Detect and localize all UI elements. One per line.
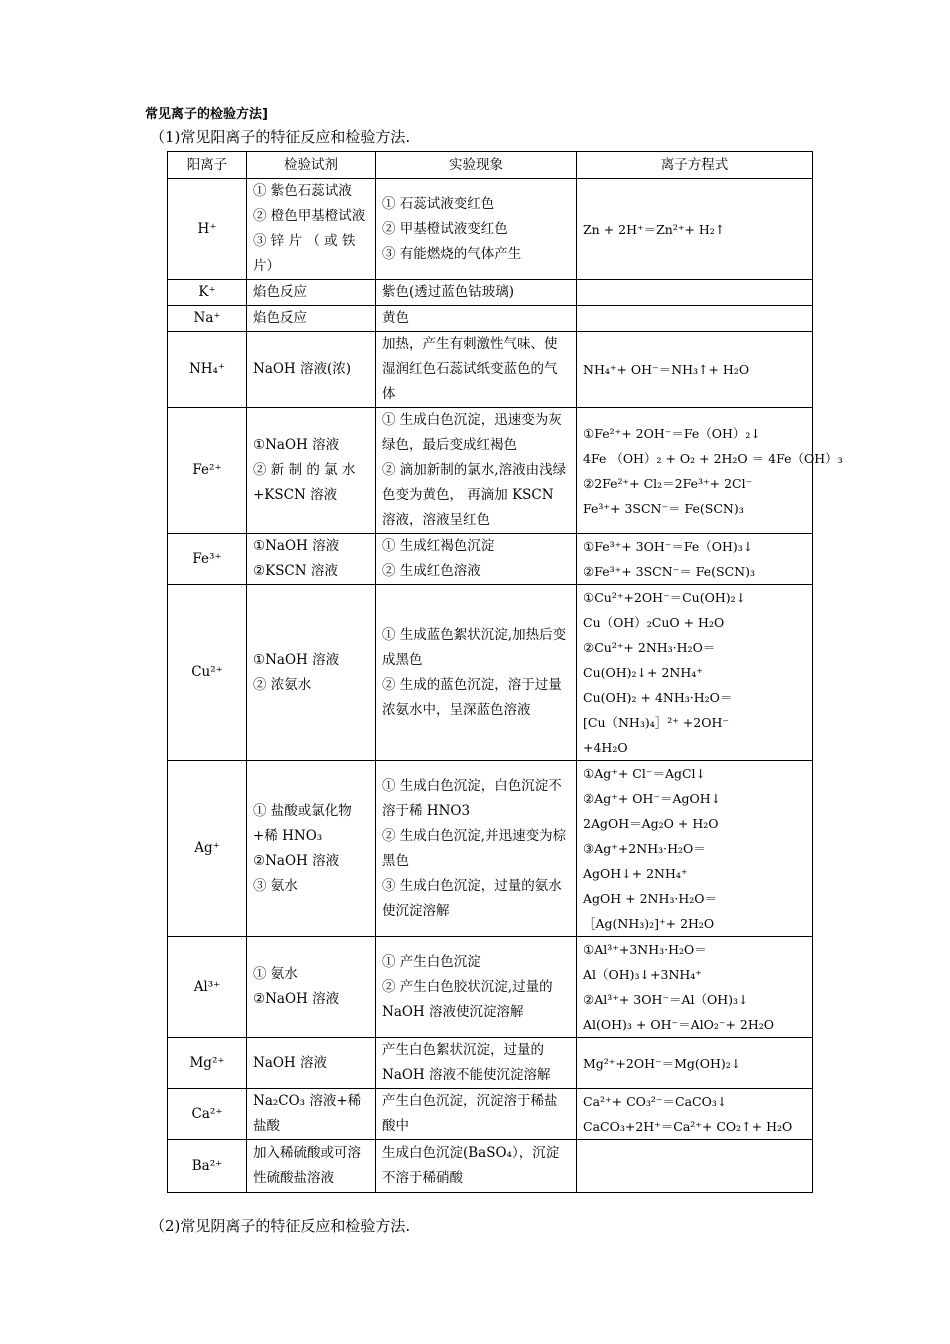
phenomenon-line: ① 产生白色沉淀 — [382, 953, 481, 970]
reagent-line: ②NaOH 溶液 — [253, 991, 340, 1007]
table-row — [168, 306, 813, 332]
phenomenon-cell — [376, 332, 577, 408]
equation-line: Mg²⁺+2OH⁻＝Mg(OH)₂↓ — [583, 1055, 742, 1071]
equation-cell — [577, 332, 813, 408]
cation-cell: Ba²⁺ — [168, 1140, 247, 1193]
reagent-line: ② 新 制 的 氯 水 +KSCN 溶液 — [253, 462, 356, 503]
equation-line: ②Ag⁺+ OH⁻＝AgOH↓ — [583, 791, 722, 806]
equation-line: Fe³⁺+ 3SCN⁻＝ Fe(SCN)₃ — [583, 500, 744, 516]
phenomenon-cell — [376, 408, 577, 534]
reagent-line: ②KSCN 溶液 — [253, 563, 338, 579]
phenomenon-line: ① 生成红褐色沉淀 — [382, 538, 495, 554]
equation-line: 2AgOH＝Ag₂O + H₂O — [583, 816, 719, 831]
phenomenon-line: ① 生成蓝色絮状沉淀,加热后变成黑色 — [382, 626, 567, 668]
equation-line: Ca²⁺+ CO₃²⁻＝CaCO₃↓ — [583, 1094, 728, 1109]
equation-cell — [577, 1089, 813, 1140]
phenomenon-line: 产生白色沉淀，沉淀溶于稀盐酸中 — [382, 1093, 558, 1134]
equation-line: ②Fe³⁺+ 3SCN⁻＝ Fe(SCN)₃ — [583, 564, 755, 579]
equation-line: Cu(OH)₂ + 4NH₃·H₂O＝ — [583, 690, 733, 705]
table-row — [168, 1089, 813, 1140]
phenomenon-line: ① 生成白色沉淀，白色沉淀不溶于稀 HNO3 — [382, 777, 562, 819]
reagent-cell — [247, 1038, 376, 1089]
reagent-cell — [247, 1140, 376, 1193]
equation-line: +4H₂O — [583, 740, 628, 755]
cation-cell: H⁺ — [168, 179, 247, 280]
equation-line: CaCO₃+2H⁺＝Ca²⁺+ CO₂↑+ H₂O — [583, 1119, 793, 1134]
phenomenon-cell — [376, 585, 577, 761]
phenomenon-line: ② 生成的蓝色沉淀，溶于过量浓氨水中，呈深蓝色溶液 — [382, 676, 562, 718]
reagent-line: NaOH 溶液(浓) — [253, 361, 352, 377]
equation-line: ［Ag(NH₃)₂]⁺+ 2H₂O — [583, 916, 715, 931]
reagent-cell — [247, 306, 376, 332]
reagent-line: ②NaOH 溶液 — [253, 852, 340, 869]
table-row — [168, 937, 813, 1038]
phenomenon-line: ① 生成白色沉淀，迅速变为灰绿色，最后变成红褐色 — [382, 412, 562, 453]
phenomenon-line: 生成白色沉淀(BaSO₄），沉淀不溶于稀硝酸 — [382, 1145, 560, 1186]
equation-line: Cu（OH）₂CuO + H₂O — [583, 615, 725, 630]
cation-cell: K⁺ — [168, 280, 247, 306]
phenomenon-line: ② 滴加新制的氯水,溶液由浅绿色变为黄色， 再滴加 KSCN 溶液，溶液呈红色 — [382, 462, 567, 528]
phenomenon-cell — [376, 1140, 577, 1193]
phenomenon-line: ② 生成白色沉淀,并迅速变为棕黑色 — [382, 827, 567, 869]
phenomenon-cell — [376, 1038, 577, 1089]
header-equation: 离子方程式 — [577, 152, 813, 179]
header-reagent: 检验试剂 — [247, 152, 376, 179]
equation-cell — [577, 280, 813, 306]
header-phenomenon: 实验现象 — [376, 152, 577, 179]
cation-cell: Mg²⁺ — [168, 1038, 247, 1089]
equation-line: ②2Fe²⁺+ Cl₂＝2Fe³⁺+ 2Cl⁻ — [583, 475, 753, 491]
phenomenon-line: 黄色 — [382, 310, 409, 326]
equation-line: ①Fe³⁺+ 3OH⁻＝Fe（OH)₃↓ — [583, 539, 754, 554]
equation-cell — [577, 408, 843, 534]
table-row — [168, 332, 813, 408]
phenomenon-line: ② 生成红色溶液 — [382, 563, 481, 579]
reagent-line: ② 浓氨水 — [253, 676, 312, 693]
header-cation: 阳离子 — [168, 152, 247, 179]
phenomenon-cell — [376, 761, 577, 937]
reagent-line: 焰色反应 — [253, 310, 307, 326]
equation-line: ①Fe²⁺+ 2OH⁻＝Fe（OH）₂↓ — [583, 425, 761, 441]
phenomenon-line: ③ 生成白色沉淀，过量的氨水使沉淀溶解 — [382, 877, 562, 919]
cation-cell: Al³⁺ — [168, 937, 247, 1038]
equation-cell — [577, 937, 813, 1038]
table-row — [168, 1038, 813, 1089]
phenomenon-cell — [376, 179, 577, 280]
reagent-line: 焰色反应 — [253, 284, 307, 300]
equation-cell — [577, 1038, 813, 1089]
equation-cell — [577, 1140, 813, 1193]
table-row — [168, 761, 813, 937]
reagent-line: NaOH 溶液 — [253, 1054, 327, 1071]
reagent-cell — [247, 408, 376, 534]
equation-cell — [577, 585, 813, 761]
equation-cell — [577, 306, 813, 332]
phenomenon-line: 紫色(透过蓝色钴玻璃) — [382, 284, 515, 300]
reagent-line: ①NaOH 溶液 — [253, 538, 340, 554]
equation-line: AgOH↓+ 2NH₄⁺ — [583, 866, 688, 881]
section-2-title: （2)常见阴离子的特征反应和检验方法. — [150, 1217, 411, 1235]
table-row — [168, 408, 813, 534]
reagent-cell — [247, 332, 376, 408]
cation-test-table — [167, 151, 843, 1193]
phenomenon-line: ① 石蕊试液变红色 — [382, 195, 495, 212]
reagent-cell — [247, 1089, 376, 1140]
equation-line: Zn + 2H⁺＝Zn²⁺+ H₂↑ — [583, 221, 726, 237]
phenomenon-line: 加热，产生有刺激性气味、使湿润红色石蕊试纸变蓝色的气体 — [382, 336, 558, 402]
equation-line: NH₄⁺+ OH⁻＝NH₃↑+ H₂O — [583, 362, 750, 377]
section-1-title: （1)常见阳离子的特征反应和检验方法. — [150, 128, 411, 146]
equation-line: ③Ag⁺+2NH₃·H₂O＝ — [583, 841, 706, 856]
table-row — [168, 585, 813, 761]
reagent-line: ② 橙色甲基橙试液 — [253, 208, 366, 224]
phenomenon-line: ③ 有能燃烧的气体产生 — [382, 245, 522, 262]
phenomenon-cell — [376, 306, 577, 332]
reagent-cell — [247, 280, 376, 306]
reagent-line: ①NaOH 溶液 — [253, 651, 340, 668]
reagent-line: ① 盐酸或氯化物+稀 HNO₃ — [253, 802, 352, 844]
reagent-line: 加入稀硫酸或可溶性硫酸盐溶液 — [253, 1145, 361, 1186]
table-row — [168, 280, 813, 306]
equation-cell — [577, 179, 813, 280]
cation-cell: Na⁺ — [168, 306, 247, 332]
reagent-line: Na₂CO₃ 溶液+稀盐酸 — [253, 1093, 362, 1134]
reagent-cell — [247, 937, 376, 1038]
equation-cell — [577, 534, 813, 585]
equation-line: ②Al³⁺+ 3OH⁻＝Al（OH)₃↓ — [583, 992, 749, 1007]
reagent-line: ③ 氨水 — [253, 877, 298, 894]
reagent-cell — [247, 585, 376, 761]
reagent-cell — [247, 761, 376, 937]
phenomenon-cell — [376, 1089, 577, 1140]
reagent-line: ① 氨水 — [253, 966, 298, 982]
cation-cell: Fe²⁺ — [168, 408, 247, 534]
reagent-cell — [247, 179, 376, 280]
table-row — [168, 179, 813, 280]
table-row — [168, 1140, 813, 1193]
reagent-line: ①NaOH 溶液 — [253, 437, 340, 453]
equation-line: AgOH + 2NH₃·H₂O＝ — [583, 891, 718, 906]
phenomenon-line: ② 甲基橙试液变红色 — [382, 220, 508, 237]
equation-line: ①Cu²⁺+2OH⁻＝Cu(OH)₂↓ — [583, 590, 747, 605]
phenomenon-cell — [376, 937, 577, 1038]
document-heading: 常见离子的检验方法] — [145, 107, 268, 122]
equation-line: ①Ag⁺+ Cl⁻＝AgCl↓ — [583, 766, 707, 781]
cation-cell: Ca²⁺ — [168, 1089, 247, 1140]
table-header-row — [168, 152, 813, 179]
reagent-line: ③ 锌 片 （ 或 铁 片） — [253, 233, 356, 274]
cation-cell: NH₄⁺ — [168, 332, 247, 408]
phenomenon-cell — [376, 534, 577, 585]
equation-line: ②Cu²⁺+ 2NH₃·H₂O＝ — [583, 640, 716, 655]
equation-line: Al(OH)₃ + OH⁻＝AlO₂⁻+ 2H₂O — [583, 1017, 775, 1032]
cation-cell: Fe³⁺ — [168, 534, 247, 585]
phenomenon-line: 产生白色絮状沉淀，过量的NaOH 溶液不能使沉淀溶解 — [382, 1042, 551, 1083]
equation-line: [Cu（NH₃)₄］²⁺ +2OH⁻ — [583, 715, 729, 730]
equation-cell — [577, 761, 813, 937]
cation-cell: Ag⁺ — [168, 761, 247, 937]
phenomenon-cell — [376, 280, 577, 306]
equation-line: 4Fe （OH）₂ + O₂ + 2H₂O ＝ 4Fe（OH）₃ — [583, 450, 843, 466]
equation-line: Al（OH)₃↓+3NH₄⁺ — [583, 967, 702, 982]
reagent-line: ① 紫色石蕊试液 — [253, 183, 352, 199]
equation-line: Cu(OH)₂↓+ 2NH₄⁺ — [583, 665, 703, 680]
phenomenon-line: ② 产生白色胶状沉淀,过量的NaOH 溶液使沉淀溶解 — [382, 978, 553, 1020]
equation-line: ①Al³⁺+3NH₃·H₂O＝ — [583, 942, 707, 957]
table-row — [168, 534, 813, 585]
cation-cell: Cu²⁺ — [168, 585, 247, 761]
reagent-cell — [247, 534, 376, 585]
